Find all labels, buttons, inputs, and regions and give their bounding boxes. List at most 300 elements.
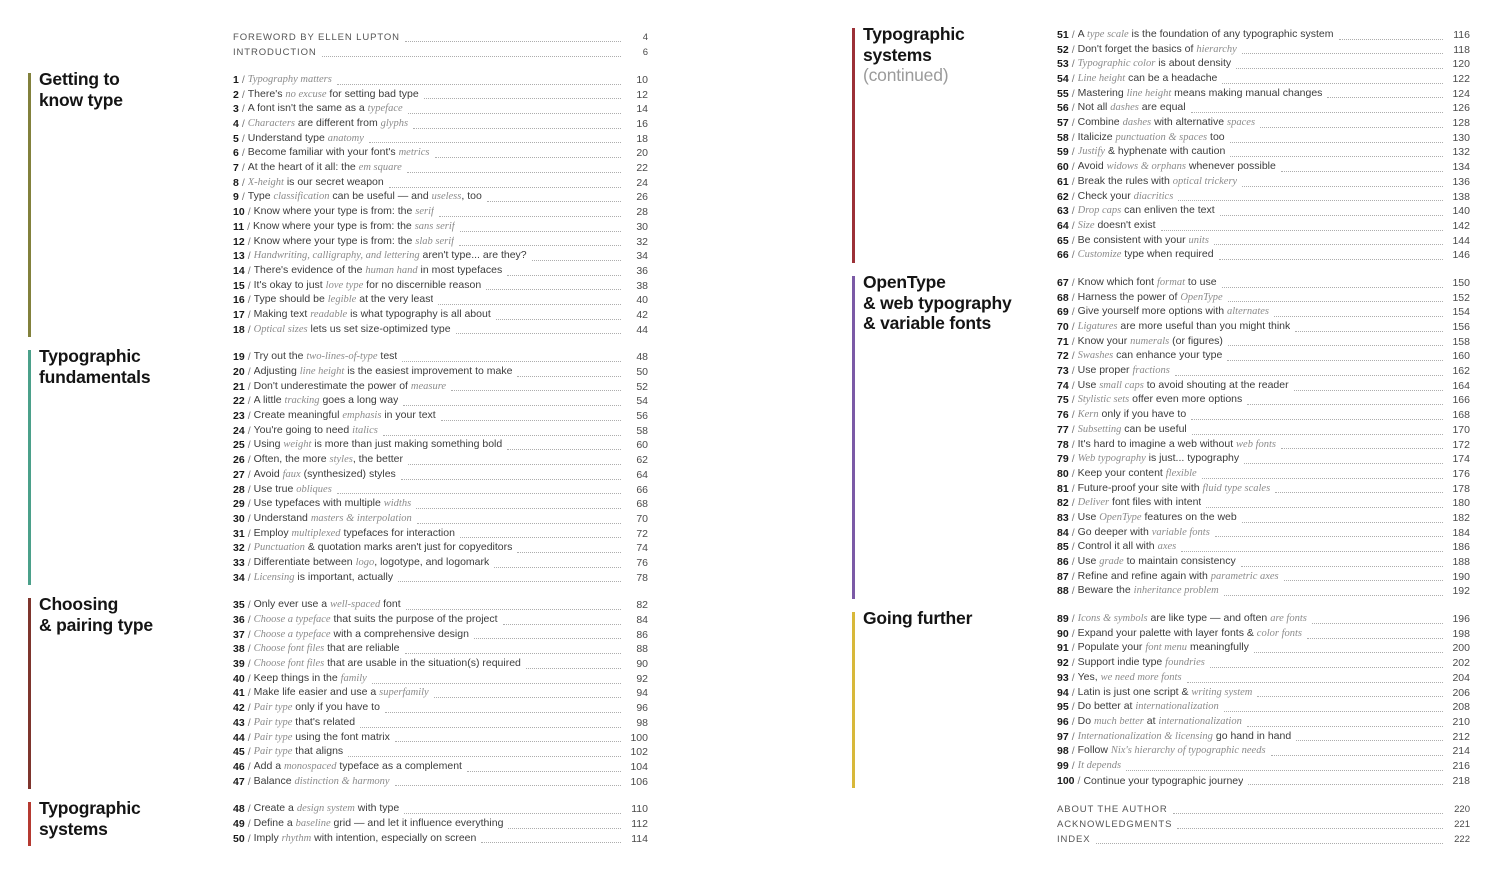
toc-entry xyxy=(1057,744,1470,759)
entry-page-number: 94 xyxy=(636,687,648,700)
dotted-leader xyxy=(1257,696,1443,697)
toc-entry xyxy=(233,264,648,279)
entry-slash: / xyxy=(247,746,251,759)
dotted-leader xyxy=(503,624,621,625)
entry-text: Adjusting line height is the easiest improvement to make xyxy=(253,365,513,378)
entry-number: 63 xyxy=(1057,205,1069,218)
dotted-leader xyxy=(1224,595,1443,596)
section-title-continued: (continued) xyxy=(863,65,949,86)
dotted-leader xyxy=(372,683,621,684)
dotted-leader xyxy=(1327,97,1443,98)
toc-section xyxy=(28,798,648,846)
toc-entry xyxy=(233,293,648,308)
entry-number: 78 xyxy=(1057,438,1069,451)
entry-slash: / xyxy=(247,410,251,423)
toc-entry xyxy=(1057,730,1470,745)
entry-number: 25 xyxy=(233,439,245,452)
toc-entry xyxy=(233,146,648,161)
toc-entry xyxy=(1057,627,1470,642)
entry-number: 23 xyxy=(233,410,245,423)
dotted-leader xyxy=(1181,551,1443,552)
toc-entry xyxy=(1057,320,1470,335)
entry-text: A font isn't the same as a typeface xyxy=(247,102,403,115)
entry-number: 100 xyxy=(1057,774,1075,787)
entry-page-number: 140 xyxy=(1452,205,1470,218)
entry-page-number: 208 xyxy=(1452,701,1470,714)
entry-number: 95 xyxy=(1057,701,1069,714)
entry-page-number: 66 xyxy=(636,483,648,496)
entry-number: 48 xyxy=(233,803,245,816)
dotted-leader xyxy=(383,435,621,436)
entry-slash: / xyxy=(1071,467,1075,480)
entry-text: Control it all with axes xyxy=(1077,540,1177,553)
toc-entry xyxy=(1057,28,1470,43)
entry-number: 73 xyxy=(1057,365,1069,378)
toc-entry xyxy=(1057,101,1470,116)
entry-page-number: 36 xyxy=(636,264,648,277)
entry-text: Imply rhythm with intention, especially on screen xyxy=(253,831,477,844)
dotted-leader xyxy=(439,216,621,217)
entry-number: 82 xyxy=(1057,497,1069,510)
entry-page-number: 30 xyxy=(636,220,648,233)
entry-number: 72 xyxy=(1057,350,1069,363)
toc-entry xyxy=(1057,700,1470,715)
entry-text: Deliver font files with intent xyxy=(1077,496,1202,509)
entry-slash: / xyxy=(247,366,251,379)
toc-entry xyxy=(1057,584,1470,599)
section-title-line: systems xyxy=(39,818,108,839)
entry-text: Justify & hyphenate with caution xyxy=(1077,145,1226,158)
entry-number: 93 xyxy=(1057,671,1069,684)
right-sections xyxy=(852,24,1470,788)
dotted-leader xyxy=(1227,360,1443,361)
entry-text: Drop caps can enliven the text xyxy=(1077,204,1215,217)
toc-section xyxy=(28,594,648,789)
dotted-leader xyxy=(1210,667,1443,668)
dotted-leader xyxy=(385,712,621,713)
entry-page-number: 20 xyxy=(636,147,648,160)
section-title-line: fundamentals xyxy=(39,367,151,388)
entry-number: 45 xyxy=(233,746,245,759)
entry-slash: / xyxy=(241,147,245,160)
section-title-line: Typographic xyxy=(863,24,965,44)
entry-slash: / xyxy=(1071,585,1075,598)
toc-entry xyxy=(1057,394,1470,409)
entry-text: Become familiar with your font's metrics xyxy=(247,146,430,159)
section-title-line: Typographic xyxy=(39,346,141,367)
entry-slash: / xyxy=(247,658,251,671)
dotted-leader xyxy=(417,523,621,524)
entry-page-number: 18 xyxy=(636,132,648,145)
entry-page-number: 84 xyxy=(636,614,648,627)
entry-text: At the heart of it all: the em square xyxy=(247,161,402,174)
dotted-leader xyxy=(395,785,621,786)
dotted-leader xyxy=(369,142,621,143)
entry-slash: / xyxy=(1071,276,1075,289)
toc-entry xyxy=(233,613,648,628)
toc-section xyxy=(852,608,1470,788)
entry-page-number: 202 xyxy=(1452,657,1470,670)
toc-entry xyxy=(233,205,648,220)
toc-entry xyxy=(233,556,648,571)
entry-text: Use typefaces with multiple widths xyxy=(253,497,412,510)
dotted-leader xyxy=(389,187,621,188)
toc-entry xyxy=(1057,570,1470,585)
toc-section xyxy=(28,69,648,337)
entry-number: 91 xyxy=(1057,642,1069,655)
toc-entry xyxy=(1057,248,1470,263)
section-title xyxy=(31,346,233,585)
entry-number: 51 xyxy=(1057,28,1069,41)
entry-slash: / xyxy=(247,803,251,816)
dotted-leader xyxy=(517,552,621,553)
entry-page-number: 168 xyxy=(1452,409,1470,422)
dotted-leader xyxy=(348,756,621,757)
section-title-line: & pairing type xyxy=(39,615,153,636)
entry-slash: / xyxy=(247,439,251,452)
entry-number: 85 xyxy=(1057,541,1069,554)
entry-text: Break the rules with optical trickery xyxy=(1077,174,1238,187)
toc-entry xyxy=(233,628,648,643)
entry-slash: / xyxy=(247,235,251,248)
entry-slash: / xyxy=(1071,306,1075,319)
entry-page-number: 64 xyxy=(636,468,648,481)
section-entries xyxy=(1057,612,1470,788)
dotted-leader xyxy=(1220,215,1443,216)
entry-number: 20 xyxy=(233,366,245,379)
section-entries xyxy=(1057,28,1470,263)
entry-text: Typographic color is about density xyxy=(1077,57,1232,70)
entry-slash: / xyxy=(1071,117,1075,130)
entry-page-number: 132 xyxy=(1452,146,1470,159)
entry-slash: / xyxy=(1071,205,1075,218)
dotted-leader xyxy=(467,771,621,772)
entry-number: 88 xyxy=(1057,585,1069,598)
matter-page-number: 222 xyxy=(1454,834,1470,846)
dotted-leader xyxy=(1312,623,1443,624)
entry-text: Employ multiplexed typefaces for interaction xyxy=(253,526,455,539)
toc-entry xyxy=(1057,686,1470,701)
toc-entry xyxy=(1057,234,1470,249)
back-matter xyxy=(1057,802,1470,847)
entry-page-number: 38 xyxy=(636,279,648,292)
left-sections xyxy=(28,69,648,846)
dotted-leader xyxy=(1284,580,1443,581)
entry-slash: / xyxy=(247,380,251,393)
entry-page-number: 144 xyxy=(1452,234,1470,247)
dotted-leader xyxy=(404,813,621,814)
dotted-leader xyxy=(508,828,621,829)
entry-number: 99 xyxy=(1057,759,1069,772)
toc-entry xyxy=(233,350,648,365)
entry-page-number: 52 xyxy=(636,380,648,393)
section-title-line: & variable fonts xyxy=(863,313,992,334)
dotted-leader xyxy=(1281,448,1443,449)
toc-entry xyxy=(1057,146,1470,161)
dotted-leader xyxy=(1281,171,1443,172)
section-title xyxy=(855,608,1057,788)
dotted-leader xyxy=(517,376,621,377)
entry-text: Avoid widows & orphans whenever possible xyxy=(1077,160,1276,173)
entry-number: 5 xyxy=(233,132,239,145)
entry-number: 92 xyxy=(1057,657,1069,670)
dotted-leader xyxy=(1254,652,1443,653)
toc-entry xyxy=(233,497,648,512)
entry-text: Subsetting can be useful xyxy=(1077,422,1187,435)
entry-text: Using weight is more than just making something bold xyxy=(253,438,503,451)
entry-page-number: 166 xyxy=(1452,394,1470,407)
entry-page-number: 174 xyxy=(1452,453,1470,466)
entry-slash: / xyxy=(1071,102,1075,115)
entry-text: Use small caps to avoid shouting at the reader xyxy=(1077,378,1289,391)
entry-text: Add a monospaced typeface as a complement xyxy=(253,759,462,772)
dotted-leader xyxy=(408,113,621,114)
entry-number: 98 xyxy=(1057,745,1069,758)
dotted-leader xyxy=(1247,404,1443,405)
entry-number: 71 xyxy=(1057,335,1069,348)
entry-text: Keep things in the family xyxy=(253,671,367,684)
entry-slash: / xyxy=(1071,28,1075,41)
entry-page-number: 130 xyxy=(1452,131,1470,144)
toc-entry xyxy=(233,88,648,103)
entry-page-number: 136 xyxy=(1452,175,1470,188)
entry-slash: / xyxy=(1071,379,1075,392)
entry-slash: / xyxy=(1071,175,1075,188)
entry-number: 33 xyxy=(233,556,245,569)
entry-text: Harness the power of OpenType xyxy=(1077,290,1223,303)
dotted-leader xyxy=(1173,813,1443,814)
dotted-leader xyxy=(1192,434,1443,435)
entry-slash: / xyxy=(247,279,251,292)
entry-number: 43 xyxy=(233,716,245,729)
entry-slash: / xyxy=(247,599,251,612)
entry-page-number: 28 xyxy=(636,206,648,219)
matter-label: INTRODUCTION xyxy=(233,47,317,58)
toc-entry xyxy=(233,453,648,468)
toc-entry xyxy=(1057,87,1470,102)
entry-text: Pair type that's related xyxy=(253,715,356,728)
entry-text: Know where your type is from: the slab serif xyxy=(253,234,455,247)
section-title xyxy=(855,272,1057,599)
entry-page-number: 120 xyxy=(1452,58,1470,71)
entry-page-number: 54 xyxy=(636,395,648,408)
entry-text: Size doesn't exist xyxy=(1077,218,1156,231)
toc-entry xyxy=(1057,715,1470,730)
entry-number: 80 xyxy=(1057,467,1069,480)
toc-entry xyxy=(233,220,648,235)
entry-slash: / xyxy=(1077,774,1081,787)
entry-text: Punctuation & quotation marks aren't just for copyeditors xyxy=(253,541,513,554)
dotted-leader xyxy=(1241,566,1443,567)
section-title-line: Getting to xyxy=(39,69,120,89)
entry-text: Latin is just one script & writing system xyxy=(1077,685,1253,698)
matter-label: INDEX xyxy=(1057,834,1091,846)
toc-section xyxy=(852,272,1470,599)
dotted-leader xyxy=(1339,39,1443,40)
section-entries xyxy=(233,598,648,789)
entry-page-number: 142 xyxy=(1452,219,1470,232)
entry-text: Customize type when required xyxy=(1077,248,1214,261)
toc-entry xyxy=(233,394,648,409)
dotted-leader xyxy=(1126,770,1443,771)
entry-slash: / xyxy=(1071,671,1075,684)
entry-number: 4 xyxy=(233,118,239,131)
matter-page-number: 4 xyxy=(642,32,648,43)
toc-entry xyxy=(1057,305,1470,320)
entry-slash: / xyxy=(1071,394,1075,407)
entry-text: Pair type using the font matrix xyxy=(253,730,390,743)
entry-page-number: 192 xyxy=(1452,585,1470,598)
entry-slash: / xyxy=(1071,642,1075,655)
section-title-line: Going further xyxy=(863,608,973,629)
entry-page-number: 72 xyxy=(636,527,648,540)
entry-number: 37 xyxy=(233,628,245,641)
entry-slash: / xyxy=(247,512,251,525)
entry-slash: / xyxy=(1071,321,1075,334)
toc-entry xyxy=(1057,642,1470,657)
entry-text: X-height is our secret weapon xyxy=(247,175,384,188)
section-title-line: OpenType xyxy=(863,272,946,292)
entry-number: 26 xyxy=(233,454,245,467)
toc-entry xyxy=(1057,496,1470,511)
entry-text: Create a design system with type xyxy=(253,802,400,815)
entry-slash: / xyxy=(1071,335,1075,348)
entry-number: 53 xyxy=(1057,58,1069,71)
section-entries xyxy=(233,802,648,846)
dotted-leader xyxy=(1230,156,1443,157)
entry-text: Future-proof your site with fluid type scales xyxy=(1077,481,1271,494)
entry-page-number: 150 xyxy=(1452,276,1470,289)
dotted-leader xyxy=(1096,843,1443,844)
entry-slash: / xyxy=(247,643,251,656)
entry-text: Go deeper with variable fonts xyxy=(1077,525,1210,538)
entry-number: 97 xyxy=(1057,730,1069,743)
toc-entry xyxy=(233,687,648,702)
dotted-leader xyxy=(1222,287,1443,288)
dotted-leader xyxy=(474,638,621,639)
dotted-leader xyxy=(405,653,622,654)
toc-entry xyxy=(1057,656,1470,671)
front-matter-row xyxy=(233,30,648,45)
entry-slash: / xyxy=(241,103,245,116)
toc-entry xyxy=(1057,759,1470,774)
entry-slash: / xyxy=(247,527,251,540)
toc-page-right xyxy=(852,0,1470,882)
entry-number: 14 xyxy=(233,264,245,277)
entry-text: Define a baseline grid — and let it influence everything xyxy=(253,816,504,829)
entry-number: 22 xyxy=(233,395,245,408)
entry-page-number: 116 xyxy=(1453,28,1470,41)
toc-entry xyxy=(233,802,648,817)
entry-slash: / xyxy=(247,264,251,277)
entry-text: Choose font files that are usable in the situation(s) required xyxy=(253,657,521,670)
entry-number: 35 xyxy=(233,599,245,612)
entry-page-number: 90 xyxy=(636,658,648,671)
back-matter-row xyxy=(1057,832,1470,847)
entry-slash: / xyxy=(1071,701,1075,714)
toc-entry xyxy=(1057,72,1470,87)
entry-text: Expand your palette with layer fonts & color fonts xyxy=(1077,626,1303,639)
toc-entry xyxy=(1057,526,1470,541)
entry-text: Italicize punctuation & spaces too xyxy=(1077,130,1225,143)
toc-entry xyxy=(233,102,648,117)
toc-entry xyxy=(233,409,648,424)
entry-page-number: 98 xyxy=(636,716,648,729)
entry-page-number: 50 xyxy=(636,366,648,379)
toc-entry xyxy=(1057,540,1470,555)
entry-text: A little tracking goes a long way xyxy=(253,394,399,407)
entry-text: Know where your type is from: the serif xyxy=(253,205,434,218)
dotted-leader xyxy=(1244,463,1443,464)
entry-text: Do much better at internationalization xyxy=(1077,714,1242,727)
entry-text: Choose a typeface that suits the purpose of the project xyxy=(253,613,498,626)
dotted-leader xyxy=(435,157,622,158)
entry-slash: / xyxy=(1071,497,1075,510)
entry-number: 32 xyxy=(233,542,245,555)
entry-number: 94 xyxy=(1057,686,1069,699)
dotted-leader xyxy=(487,201,621,202)
toc-section xyxy=(852,24,1470,263)
entry-text: Balance distinction & harmony xyxy=(253,774,390,787)
dotted-leader xyxy=(496,319,621,320)
dotted-leader xyxy=(406,609,621,610)
toc-entry xyxy=(233,642,648,657)
section-entries xyxy=(233,73,648,337)
entry-page-number: 10 xyxy=(636,73,648,86)
entry-text: Use grade to maintain consistency xyxy=(1077,555,1236,568)
entry-text: Type classification can be useful — and useless, too xyxy=(247,190,482,203)
entry-slash: / xyxy=(1071,482,1075,495)
entry-text: Refine and refine again with parametric axes xyxy=(1077,569,1279,582)
entry-page-number: 118 xyxy=(1453,43,1470,56)
entry-number: 39 xyxy=(233,658,245,671)
entry-text: Don't forget the basics of hierarchy xyxy=(1077,42,1237,55)
entry-number: 8 xyxy=(233,176,239,189)
entry-text: Do better at internationalization xyxy=(1077,700,1219,713)
entry-number: 31 xyxy=(233,527,245,540)
dotted-leader xyxy=(1247,726,1443,727)
entry-text: Use proper fractions xyxy=(1077,364,1170,377)
entry-page-number: 164 xyxy=(1452,379,1470,392)
dotted-leader xyxy=(405,41,621,42)
entry-text: Yes, we need more fonts xyxy=(1077,670,1182,683)
entry-page-number: 156 xyxy=(1452,321,1470,334)
dotted-leader xyxy=(424,98,621,99)
entry-text: It's hard to imagine a web without web fonts xyxy=(1077,437,1277,450)
entry-slash: / xyxy=(1071,219,1075,232)
dotted-leader xyxy=(1248,784,1443,785)
entry-slash: / xyxy=(241,162,245,175)
dotted-leader xyxy=(459,245,621,246)
dotted-leader xyxy=(395,741,621,742)
toc-entry xyxy=(233,176,648,191)
dotted-leader xyxy=(1215,536,1443,537)
entry-slash: / xyxy=(247,220,251,233)
dotted-leader xyxy=(402,361,621,362)
entry-text: Combine dashes with alternative spaces xyxy=(1077,116,1256,129)
dotted-leader xyxy=(1202,478,1443,479)
entry-page-number: 138 xyxy=(1452,190,1470,203)
entry-number: 44 xyxy=(233,731,245,744)
entry-number: 1 xyxy=(233,73,239,86)
entry-number: 79 xyxy=(1057,453,1069,466)
entry-page-number: 26 xyxy=(636,191,648,204)
entry-page-number: 12 xyxy=(636,88,648,101)
entry-page-number: 22 xyxy=(636,162,648,175)
entry-page-number: 106 xyxy=(630,775,648,788)
dotted-leader xyxy=(1214,244,1443,245)
entry-slash: / xyxy=(1071,87,1075,100)
